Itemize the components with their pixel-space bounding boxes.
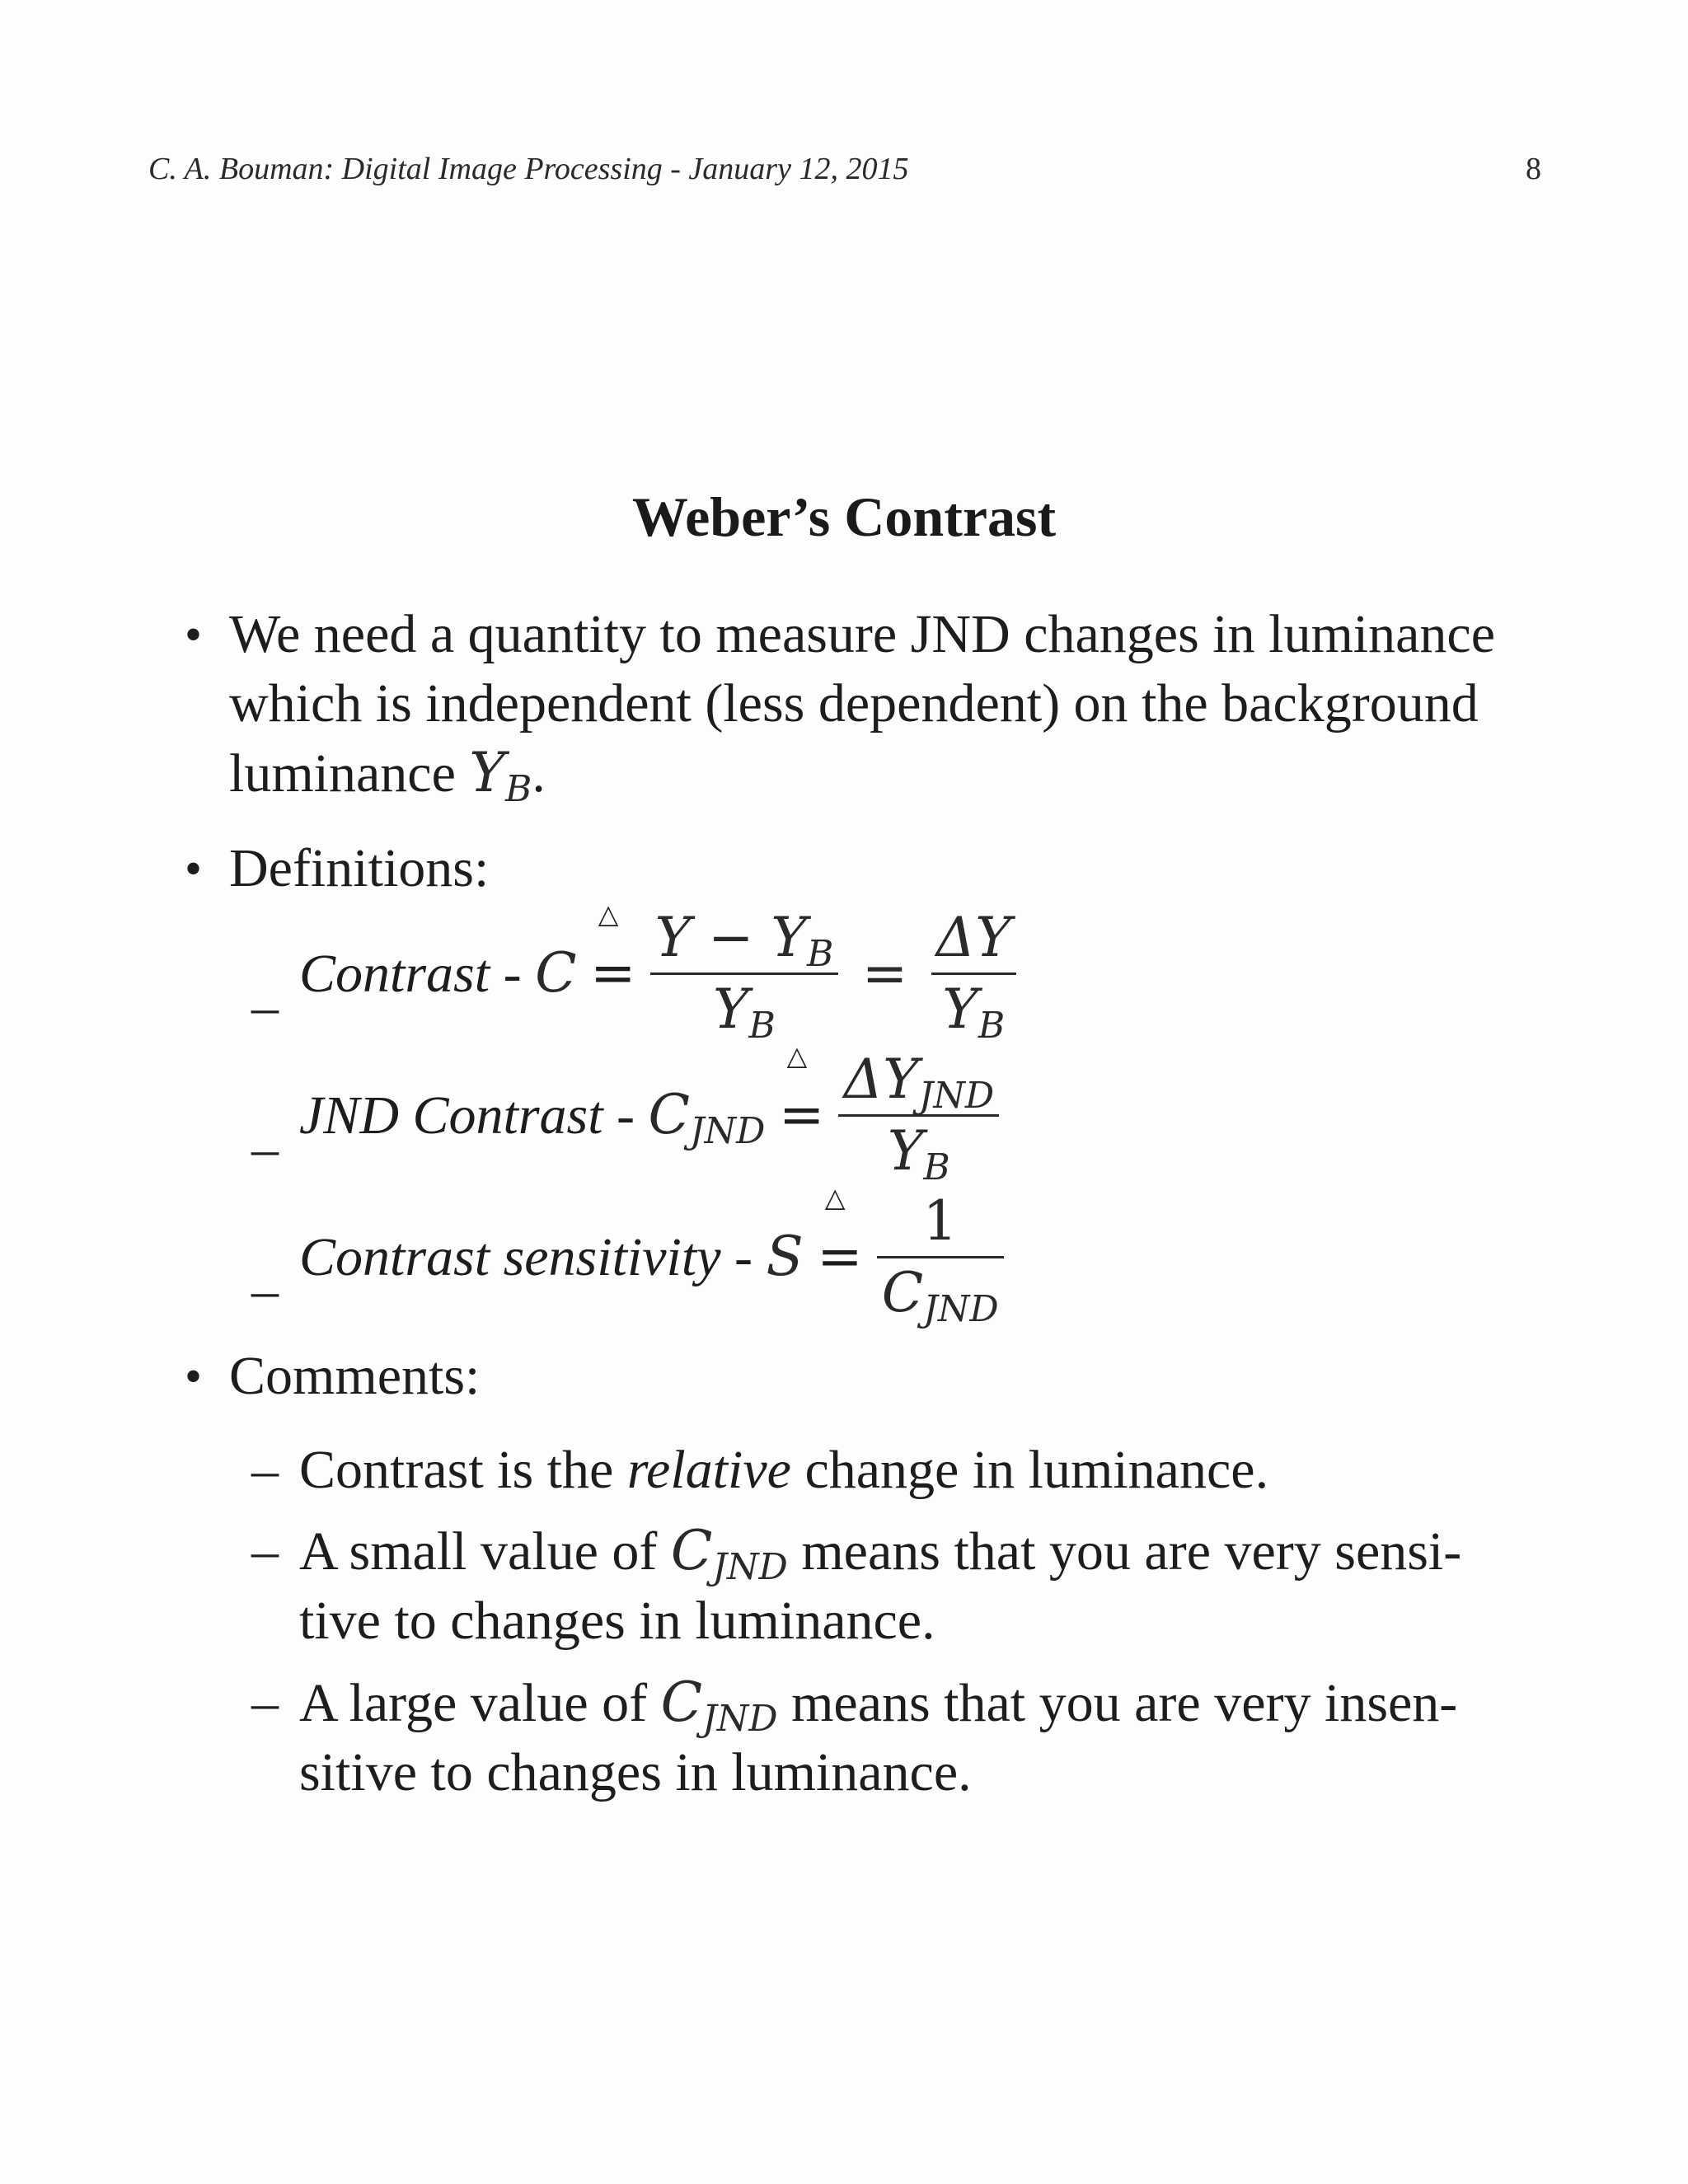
fraction-jnd-contrast: $\frac{\Delta Y_{JND}}{Y_B}$ <box>838 1045 999 1186</box>
comment-large-cjnd: – A large value of $C_{JND}$ means that you are very insen- sitive to changes in luminance. <box>251 1668 1457 1807</box>
definition-name: Contrast <box>299 944 490 1004</box>
fraction-delta-contrast: $\frac{\Delta Y}{Y_B}$ <box>931 903 1016 1044</box>
running-title: C. A. Bouman: Digital Image Processing - January 12, 2015 <box>148 152 909 186</box>
definition-name: Contrast sensitivity <box>299 1227 721 1287</box>
bullet-comments-label: Comments: <box>229 1346 481 1406</box>
bullet-comments <box>185 1342 481 1411</box>
comment-small-cjnd: – A small value of $C_{JND}$ means that you are very sensi- tive to changes in luminance. <box>251 1516 1461 1656</box>
definition-contrast-sensitivity: – Contrast sensitivity - S △ = $\frac{1}{C_{JND}}$ <box>251 1187 1014 1328</box>
bullet-intro-line1: We need a quantity to measure JND changes in luminance <box>229 604 1496 664</box>
bullet-intro-line2: which is independent (less dependent) on the background <box>229 673 1479 733</box>
definition-name: JND Contrast <box>299 1085 603 1146</box>
definition-contrast: – Contrast - C △ = $\frac{Y - Y_B}{Y_B}$ = $\frac{\Delta Y}{Y_B}$ <box>251 903 1026 1044</box>
comment-relative: – Contrast is the relative change in luminance. <box>251 1436 1268 1505</box>
bullet-intro-line3: luminance $Y_B$. <box>229 741 546 810</box>
bullet-definitions-label: Definitions: <box>229 838 490 898</box>
defined-as-symbol: △ = <box>817 1182 863 1288</box>
fraction-contrast: $\frac{Y - Y_B}{Y_B}$ <box>650 903 839 1044</box>
bullet-marker: • <box>185 841 203 896</box>
definition-jnd-contrast: – JND Contrast - $C_{JND}$ △ = $\frac{\Delta Y_{JND}}{Y_B}$ <box>251 1045 1009 1186</box>
math-cjnd: $C_{JND}$ <box>648 1083 766 1152</box>
dash-marker: – <box>251 1118 279 1179</box>
math-cjnd: $C_{JND}$ <box>660 1671 778 1740</box>
fraction-sensitivity: $\frac{1}{C_{JND}}$ <box>877 1187 1004 1328</box>
math-yb: $Y_B$ <box>469 741 532 810</box>
bullet-definitions <box>185 834 490 903</box>
defined-as-symbol: △ = <box>590 898 636 1005</box>
bullet-marker: • <box>185 607 203 662</box>
bullet-intro-text <box>188 600 1495 808</box>
running-header <box>148 151 1541 192</box>
dash-marker: – <box>251 977 279 1037</box>
page-number: 8 <box>1526 152 1541 186</box>
math-c: C <box>535 941 577 1005</box>
math-cjnd: $C_{JND}$ <box>670 1519 788 1588</box>
dash-marker: – <box>251 1440 279 1500</box>
emphasis-relative: relative <box>626 1440 791 1500</box>
defined-as-symbol: △ = <box>778 1040 825 1146</box>
dash-marker: – <box>251 1260 279 1320</box>
bullet-marker: • <box>185 1349 203 1404</box>
math-s: S <box>766 1225 804 1288</box>
dash-marker: – <box>251 1672 279 1732</box>
slide-title: Weber’s Contrast <box>631 485 1057 548</box>
bullet-intro <box>185 600 1496 810</box>
dash-marker: – <box>251 1521 279 1581</box>
